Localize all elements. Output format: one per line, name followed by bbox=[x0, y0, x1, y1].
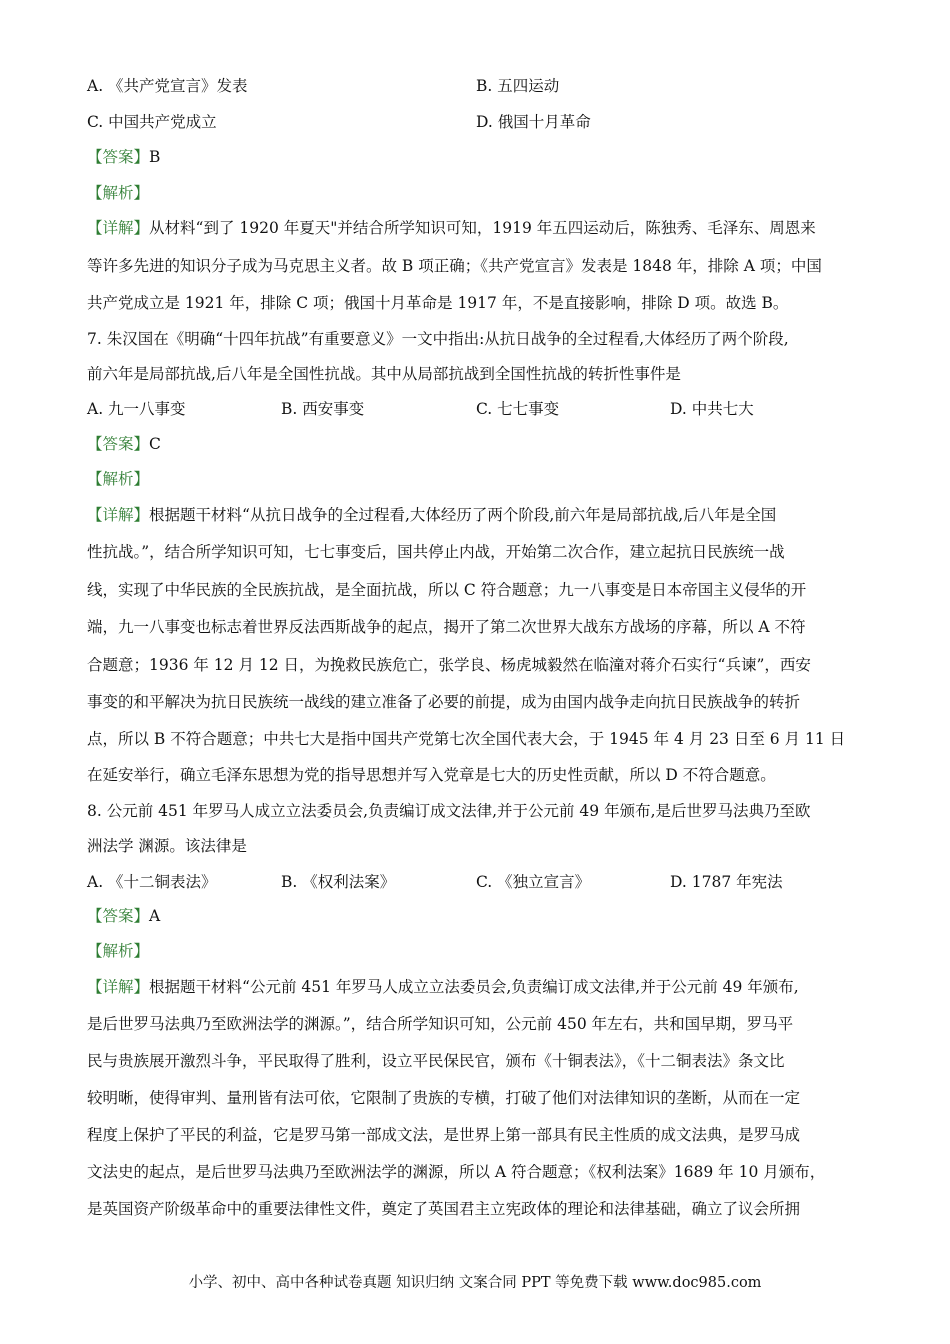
answer-value: B bbox=[149, 148, 161, 166]
q7-analysis-tag: 【解析】 bbox=[87, 470, 150, 488]
q7-detail-line-6: 事变的和平解决为抗日民族统一战线的建立准备了必要的前提，成为由国内战争走向抗日民族战争的转折 bbox=[87, 693, 801, 711]
q6-detail-line-3: 共产党成立是 1921 年，排除 C 项；俄国十月革命是 1917 年，不是直接影响，排除 D 项。故选 B。 bbox=[87, 294, 789, 312]
q8-detail-line-6: 文法史的起点，是后世罗马法典乃至欧洲法学的渊源，所以 A 符合题意；《权利法案》1689 年 10 月颁布， bbox=[87, 1163, 826, 1181]
q7-answer bbox=[87, 434, 161, 454]
q6-analysis-tag: 【解析】 bbox=[87, 184, 150, 202]
q8-detail-line-3: 民与贵族展开激烈斗争，平民取得了胜利，设立平民保民官，颁布《十铜表法》，《十二铜表法》条文比 bbox=[87, 1052, 785, 1070]
q8-option-a: A. 《十二铜表法》 bbox=[87, 873, 217, 891]
q7-option-a: A. 九一八事变 bbox=[87, 400, 186, 418]
answer-tag: 【答案】 bbox=[87, 907, 150, 925]
q8-detail-line-1: 【详解】根据题干材料“公元前 451 年罗马人成立立法委员会,负责编订成文法律,并于公元前 49 年颁布, bbox=[87, 978, 799, 996]
detail-tag: 【详解】 bbox=[87, 506, 150, 524]
answer-value: C bbox=[149, 435, 161, 453]
q7-detail-line-1: 【详解】根据题干材料“从抗日战争的全过程看,大体经历了两个阶段,前六年是局部抗战,后八年是全国 bbox=[87, 506, 777, 524]
q6-option-a: A. 《共产党宣言》发表 bbox=[87, 77, 248, 95]
detail-tag: 【详解】 bbox=[87, 219, 150, 237]
q7-option-b: B. 西安事变 bbox=[281, 400, 365, 418]
page-footer: 小学、初中、高中各种试卷真题 知识归纳 文案合同 PPT 等免费下载 www.doc985.com bbox=[188, 1275, 762, 1291]
q7-option-c: C. 七七事变 bbox=[476, 400, 560, 418]
q6-answer bbox=[87, 147, 160, 167]
q6-option-c: C. 中国共产党成立 bbox=[87, 113, 217, 131]
q8-answer bbox=[87, 906, 160, 926]
q8-option-b: B. 《权利法案》 bbox=[281, 873, 396, 891]
q7-stem-line-2: 前六年是局部抗战,后八年是全国性抗战。其中从局部抗战到全国性抗战的转折性事件是 bbox=[87, 365, 681, 383]
detail-tag: 【详解】 bbox=[87, 978, 150, 996]
q7-detail-line-3: 线，实现了中华民族的全民族抗战，是全面抗战，所以 C 符合题意；九一八事变是日本帝国主义侵华的开 bbox=[87, 581, 807, 599]
q8-detail-line-2: 是后世罗马法典乃至欧洲法学的渊源。”，结合所学知识可知，公元前 450 年左右，共和国早期，罗马平 bbox=[87, 1015, 794, 1033]
answer-tag: 【答案】 bbox=[87, 435, 150, 453]
answer-value: A bbox=[149, 907, 161, 925]
q7-stem-line-1: 7. 朱汉国在《明确“十四年抗战”有重要意义》一文中指出:从抗日战争的全过程看,大体经历了两个阶段, bbox=[87, 330, 789, 348]
q8-option-d: D. 1787 年宪法 bbox=[670, 873, 783, 891]
q7-detail-line-5: 合题意；1936 年 12 月 12 日，为挽救民族危亡，张学良、杨虎城毅然在临潼对蒋介石实行“兵谏”，西安 bbox=[87, 656, 811, 674]
q6-detail-line-1: 【详解】从材料“到了 1920 年夏天"并结合所学知识可知，1919 年五四运动后，陈独秀、毛泽东、周恩来 bbox=[87, 219, 816, 237]
q8-detail-line-4: 较明晰，使得审判、量刑皆有法可依，它限制了贵族的专横，打破了他们对法律知识的垄断，从而在一定 bbox=[87, 1089, 801, 1107]
q7-detail-line-8: 在延安举行，确立毛泽东思想为党的指导思想并写入党章是七大的历史性贡献，所以 D 不符合题意。 bbox=[87, 766, 776, 784]
q6-option-d: D. 俄国十月革命 bbox=[476, 113, 591, 131]
q6-option-b: B. 五四运动 bbox=[476, 77, 560, 95]
q8-detail-line-7: 是英国资产阶级革命中的重要法律性文件，奠定了英国君主立宪政体的理论和法律基础，确立了议会所拥 bbox=[87, 1200, 801, 1218]
q7-option-d: D. 中共七大 bbox=[670, 400, 754, 418]
q8-stem-line-2: 洲法学 渊源。该法律是 bbox=[87, 837, 247, 855]
q8-option-c: C. 《独立宣言》 bbox=[476, 873, 591, 891]
q8-detail-line-5: 程度上保护了平民的利益，它是罗马第一部成文法，是世界上第一部具有民主性质的成文法典，是罗马成 bbox=[87, 1126, 801, 1144]
q6-detail-line-2: 等许多先进的知识分子成为马克思主义者。故 B 项正确；《共产党宣言》发表是 1848 年，排除 A 项；中国 bbox=[87, 257, 822, 275]
answer-tag: 【答案】 bbox=[87, 148, 150, 166]
q8-stem-line-1: 8. 公元前 451 年罗马人成立立法委员会,负责编订成文法律,并于公元前 49 年颁布,是后世罗马法典乃至欧 bbox=[87, 802, 811, 820]
q7-detail-line-2: 性抗战。”，结合所学知识可知，七七事变后，国共停止内战，开始第二次合作，建立起抗日民族统一战 bbox=[87, 543, 785, 561]
q7-detail-line-4: 端，九一八事变也标志着世界反法西斯战争的起点，揭开了第二次世界大战东方战场的序幕，所以 A 不符 bbox=[87, 618, 806, 636]
q8-analysis-tag: 【解析】 bbox=[87, 942, 150, 960]
q7-detail-line-7: 点，所以 B 不符合题意；中共七大是指中国共产党第七次全国代表大会，于 1945 年 4 月 23 日至 6 月 11 日 bbox=[87, 730, 846, 748]
